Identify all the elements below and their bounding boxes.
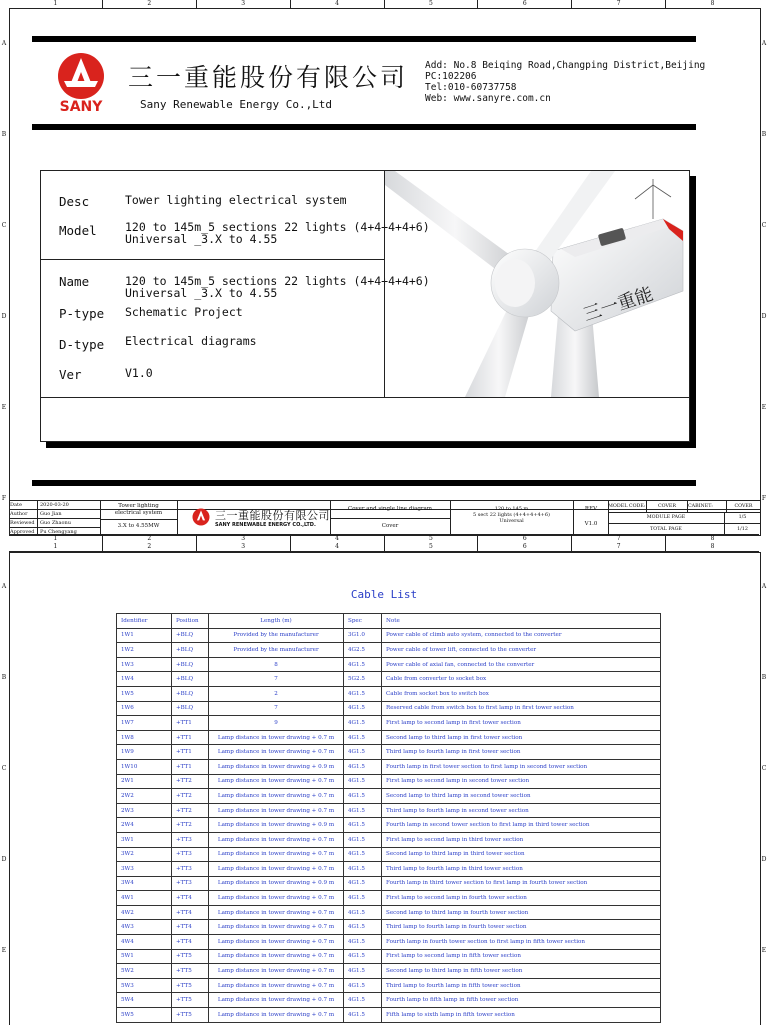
revision-value: V1.0 — [584, 521, 598, 527]
table-cell: Lamp distance in tower drawing + 0.7 m — [209, 949, 344, 964]
table-cell: 4G1.5 — [344, 701, 382, 716]
sheet-subtitle: Cover — [381, 523, 399, 529]
table-cell: 8 — [209, 657, 344, 672]
table-cell: Lamp distance in tower drawing + 0.7 m — [209, 891, 344, 906]
ruler-number: 6 — [477, 0, 571, 8]
description-line2: 5 sect 22 lights (4+4+4+4+6) — [473, 512, 550, 518]
company-name-cn: 三一重能股份有限公司 — [128, 63, 409, 92]
ruler-letter: B — [761, 131, 767, 138]
table-cell: Provided by the manufacturer — [209, 628, 344, 643]
table-cell: Fourth lamp in fourth tower section to first lamp in fifth tower section — [382, 935, 661, 950]
table-cell: +TT1 — [172, 730, 209, 745]
date-row: Date 2020-03-20 — [10, 501, 100, 510]
module-page-value: 1/5 — [738, 515, 747, 520]
table-row — [117, 993, 661, 1008]
page-info — [608, 501, 760, 535]
table-row — [117, 716, 661, 731]
table-cell: +BLQ — [172, 628, 209, 643]
table-cell: +TT1 — [172, 759, 209, 774]
description-line1: 120 to 145 m — [494, 506, 529, 512]
table-cell: Lamp distance in tower drawing + 0.7 m — [209, 789, 344, 804]
table-cell: Lamp distance in tower drawing + 0.7 m — [209, 862, 344, 877]
ruler-number: 1 — [53, 0, 58, 7]
ruler-number: 6 — [477, 535, 571, 543]
ruler-number: 5 — [384, 543, 478, 551]
table-row — [117, 628, 661, 643]
table-cell: 4G1.5 — [344, 876, 382, 891]
table-cell: 4W4 — [117, 935, 172, 950]
table-cell: First lamp to second lamp in third tower section — [382, 832, 661, 847]
table-row — [117, 832, 661, 847]
table-cell: 1W9 — [117, 745, 172, 760]
table-cell: +BLQ — [172, 657, 209, 672]
table-cell: 4G1.5 — [344, 789, 382, 804]
ruler-number: 3 — [196, 535, 290, 543]
table-cell: 4G1.5 — [344, 891, 382, 906]
table-cell: +TT2 — [172, 774, 209, 789]
revision-label: REV — [584, 506, 598, 512]
table-cell: +TT3 — [172, 832, 209, 847]
table-cell: 4G1.5 — [344, 686, 382, 701]
table-cell: 4G1.5 — [344, 716, 382, 731]
table-cell: 1W6 — [117, 701, 172, 716]
table-cell: 4G1.5 — [344, 759, 382, 774]
table-cell: 4G1.5 — [344, 847, 382, 862]
ruler-letter: E — [1, 404, 7, 411]
table-cell: +TT5 — [172, 978, 209, 993]
col-identifier: Identifier — [117, 614, 172, 629]
table-cell: Power cable of climb auto system, connected to the converter — [382, 628, 661, 643]
table-cell: 1W5 — [117, 686, 172, 701]
column-ruler-bottom — [9, 534, 759, 543]
table-cell: First lamp to second lamp in second tower section — [382, 774, 661, 789]
postcode-line: PC:102206 — [425, 71, 477, 82]
ruler-letter: E — [1, 947, 7, 954]
model-value-line1: 120 to 145m_5 sections 22 lights (4+4+4+4+6) — [125, 220, 430, 234]
project-name-line2: electrical system — [114, 510, 163, 516]
ruler-number: 2 — [102, 0, 196, 8]
table-cell: 5W2 — [117, 964, 172, 979]
model-code-label: MODEL CODE: — [608, 501, 647, 512]
table-row — [117, 935, 661, 950]
ruler-number: 2 — [102, 535, 196, 543]
table-cell: 4G2.5 — [344, 643, 382, 658]
sheet-title: Cover and single line diagram — [330, 501, 450, 519]
table-cell: Second lamp to third lamp in third tower section — [382, 847, 661, 862]
table-cell: 5W3 — [117, 978, 172, 993]
title-block-logo — [177, 501, 331, 535]
ruler-letter: E — [761, 404, 767, 411]
table-row — [117, 847, 661, 862]
ruler-number: 3 — [196, 543, 290, 551]
table-cell: 4G1.5 — [344, 774, 382, 789]
name-label: Name — [59, 274, 90, 289]
table-cell: 4G1.5 — [344, 657, 382, 672]
table-cell: 5G2.5 — [344, 672, 382, 687]
table-cell: First lamp to second lamp in fifth tower section — [382, 949, 661, 964]
wind-turbine-icon — [385, 171, 689, 397]
ruler-number: 4 — [290, 543, 384, 551]
project-power-range: 3.X to 4.55MW — [100, 519, 177, 530]
ruler-number: 5 — [384, 535, 478, 543]
ruler-letter: A — [761, 40, 767, 47]
col-length: Length (m) — [209, 614, 344, 629]
table-cell: Fifth lamp to sixth lamp in fifth tower section — [382, 1008, 661, 1023]
total-page-label: TOTAL PAGE — [608, 524, 725, 535]
table-cell: Third lamp to fourth lamp in third tower section — [382, 862, 661, 877]
table-cell: 3W1 — [117, 832, 172, 847]
table-cell: +TT2 — [172, 818, 209, 833]
table-cell: 7 — [209, 701, 344, 716]
table-cell: 1W2 — [117, 643, 172, 658]
ruler-letter: F — [761, 495, 767, 502]
table-row — [117, 672, 661, 687]
table-cell: 3W4 — [117, 876, 172, 891]
table-cell: Power cable of tower lift, connected to the converter — [382, 643, 661, 658]
table-cell: +TT1 — [172, 745, 209, 760]
table-cell: 3G1.0 — [344, 628, 382, 643]
table-cell: Lamp distance in tower drawing + 0.7 m — [209, 935, 344, 950]
table-cell: Fourth lamp to fifth lamp in fifth tower section — [382, 993, 661, 1008]
approved-row: Approved Pu Chengyang — [10, 529, 77, 535]
table-row — [117, 686, 661, 701]
version-label: Ver — [59, 367, 82, 382]
ruler-letter: A — [1, 40, 7, 47]
title-block — [9, 500, 761, 536]
table-cell: 4W2 — [117, 905, 172, 920]
table-cell: Lamp distance in tower drawing + 0.9 m — [209, 876, 344, 891]
table-cell: Lamp distance in tower drawing + 0.7 m — [209, 978, 344, 993]
table-cell: +BLQ — [172, 672, 209, 687]
table-row — [117, 774, 661, 789]
table-cell: Lamp distance in tower drawing + 0.9 m — [209, 759, 344, 774]
table-cell: Lamp distance in tower drawing + 0.7 m — [209, 905, 344, 920]
ruler-number: 1 — [53, 535, 58, 542]
card-divider — [41, 259, 384, 260]
total-page-value: 1/12 — [737, 527, 748, 532]
table-cell: 4G1.5 — [344, 803, 382, 818]
table-cell: 2 — [209, 686, 344, 701]
table-row — [117, 657, 661, 672]
ruler-letter: C — [1, 222, 7, 229]
table-cell: 4G1.5 — [344, 1008, 382, 1023]
ruler-number: 6 — [477, 543, 571, 551]
ruler-letter: B — [1, 131, 7, 138]
table-cell: +TT3 — [172, 847, 209, 862]
cabinet-label: CABINET: — [688, 501, 727, 512]
table-cell: 1W10 — [117, 759, 172, 774]
cable-list-title: Cable List — [350, 588, 418, 601]
table-row — [117, 949, 661, 964]
table-cell: +TT4 — [172, 920, 209, 935]
table-cell: 3W2 — [117, 847, 172, 862]
ruler-letter: A — [1, 583, 7, 590]
ruler-letter: B — [1, 674, 7, 681]
table-cell: Third lamp to fourth lamp in second tower section — [382, 803, 661, 818]
nacelle-lettering: 三一重能 — [580, 283, 656, 326]
col-position: Position — [172, 614, 209, 629]
ruler-letter: A — [761, 583, 767, 590]
table-cell: +BLQ — [172, 686, 209, 701]
card-bottom-divider — [41, 397, 689, 398]
address-line: Add: No.8 Beiqing Road,Changping District,Beijing — [425, 60, 706, 71]
table-cell: +BLQ — [172, 643, 209, 658]
project-name-cell — [100, 501, 178, 535]
ruler-number: 7 — [571, 543, 665, 551]
table-cell: 9 — [209, 716, 344, 731]
table-cell: Lamp distance in tower drawing + 0.9 m — [209, 818, 344, 833]
table-cell: Second lamp to third lamp in second tower section — [382, 789, 661, 804]
table-cell: 4G1.5 — [344, 935, 382, 950]
table-cell: Lamp distance in tower drawing + 0.7 m — [209, 730, 344, 745]
table-cell: +TT3 — [172, 876, 209, 891]
ptype-label: P-type — [59, 306, 105, 321]
table-cell: +TT3 — [172, 862, 209, 877]
table-row — [117, 701, 661, 716]
table-cell: +TT4 — [172, 935, 209, 950]
table-cell: 7 — [209, 672, 344, 687]
table-cell: +TT2 — [172, 803, 209, 818]
ruler-number: 2 — [102, 543, 196, 551]
model-value-line2: Universal _3.X to 4.55 — [125, 232, 278, 246]
table-row — [117, 876, 661, 891]
table-row — [117, 905, 661, 920]
table-row — [117, 759, 661, 774]
table-row — [117, 643, 661, 658]
name-value-line1: 120 to 145m_5 sections 22 lights (4+4+4+4+6) — [125, 274, 430, 288]
web-line: Web: www.sanyre.com.cn — [425, 93, 551, 104]
table-cell: Lamp distance in tower drawing + 0.7 m — [209, 964, 344, 979]
table-cell: Lamp distance in tower drawing + 0.7 m — [209, 803, 344, 818]
table-cell: Power cable of axial fan, connected to the converter — [382, 657, 661, 672]
ruler-letter: C — [761, 765, 767, 772]
ruler-letter: D — [761, 856, 767, 863]
table-cell: Cable from converter to socket box — [382, 672, 661, 687]
table-cell: 3W3 — [117, 862, 172, 877]
table-cell: Second lamp to third lamp in fourth tower section — [382, 905, 661, 920]
table-cell: 1W1 — [117, 628, 172, 643]
ruler-letter: E — [761, 947, 767, 954]
table-cell: 4G1.5 — [344, 730, 382, 745]
ruler-number: 8 — [665, 535, 759, 543]
table-cell: 4G1.5 — [344, 964, 382, 979]
table-cell: 4G1.5 — [344, 949, 382, 964]
sany-logo-icon — [54, 51, 108, 101]
table-cell: Lamp distance in tower drawing + 0.7 m — [209, 1008, 344, 1023]
ruler-number: 3 — [196, 0, 290, 8]
logo-wordmark: SANY — [59, 99, 103, 115]
column-ruler-top-2 — [9, 543, 759, 552]
table-cell: Third lamp to fourth lamp in fifth tower section — [382, 978, 661, 993]
cable-list-table — [116, 613, 661, 1023]
table-header-row — [117, 614, 661, 629]
table-cell: 1W7 — [117, 716, 172, 731]
table-cell: Reserved cable from switch box to first lamp in first tower section — [382, 701, 661, 716]
ruler-letter: C — [1, 765, 7, 772]
reviewed-row: Reviewed Guo Zhaonu — [10, 519, 100, 528]
table-row — [117, 789, 661, 804]
revision-cell — [574, 501, 609, 535]
table-cell: 4G1.5 — [344, 862, 382, 877]
ruler-letter: D — [761, 313, 767, 320]
phone-line: Tel:010-60737758 — [425, 82, 517, 93]
table-cell: 4G1.5 — [344, 905, 382, 920]
table-cell: 2W2 — [117, 789, 172, 804]
table-row — [117, 891, 661, 906]
table-cell: 5W4 — [117, 993, 172, 1008]
version-value: V1.0 — [125, 366, 153, 380]
dtype-label: D-type — [59, 337, 105, 352]
table-cell: +TT5 — [172, 949, 209, 964]
table-cell: 4G1.5 — [344, 978, 382, 993]
table-cell: Third lamp to fourth lamp in first tower section — [382, 745, 661, 760]
project-name-line1: Tower lighting — [118, 503, 159, 509]
table-cell: Provided by the manufacturer — [209, 643, 344, 658]
small-sany-logo-icon — [191, 507, 211, 527]
table-cell: 2W3 — [117, 803, 172, 818]
ptype-value: Schematic Project — [125, 305, 243, 319]
header-top-rule — [32, 36, 696, 42]
footer-rule — [32, 480, 696, 486]
wind-turbine-illustration — [385, 171, 689, 397]
table-cell: 2W1 — [117, 774, 172, 789]
table-cell: Fourth lamp in second tower section to first lamp in third tower section — [382, 818, 661, 833]
table-cell: Lamp distance in tower drawing + 0.7 m — [209, 920, 344, 935]
ruler-letter: F — [1, 495, 7, 502]
sany-logo — [54, 51, 108, 117]
table-row — [117, 1008, 661, 1023]
table-row — [117, 730, 661, 745]
table-cell: 5W1 — [117, 949, 172, 964]
table-cell: +BLQ — [172, 701, 209, 716]
table-cell: +TT5 — [172, 964, 209, 979]
table-cell: Fourth lamp in third tower section to first lamp in fourth tower section — [382, 876, 661, 891]
table-row — [117, 862, 661, 877]
sheet-title-cell — [330, 501, 451, 535]
ruler-number: 4 — [290, 0, 384, 8]
table-row — [117, 978, 661, 993]
table-cell: Third lamp to fourth lamp in fourth tower section — [382, 920, 661, 935]
ruler-number: 1 — [53, 543, 58, 550]
table-cell: Lamp distance in tower drawing + 0.7 m — [209, 993, 344, 1008]
header-bottom-rule — [32, 124, 696, 130]
desc-label: Desc — [59, 194, 90, 209]
col-note: Note — [382, 614, 661, 629]
table-cell: 2W4 — [117, 818, 172, 833]
table-cell: 4G1.5 — [344, 818, 382, 833]
table-cell: Lamp distance in tower drawing + 0.7 m — [209, 774, 344, 789]
ruler-letter: D — [1, 856, 7, 863]
table-cell: Lamp distance in tower drawing + 0.7 m — [209, 745, 344, 760]
table-cell: 4G1.5 — [344, 920, 382, 935]
table-cell: 4W1 — [117, 891, 172, 906]
title-block-company-cn: 三一重能股份有限公司 — [215, 509, 330, 522]
dtype-value: Electrical diagrams — [125, 334, 257, 348]
table-cell: 5W5 — [117, 1008, 172, 1023]
model-label: Model — [59, 223, 97, 238]
table-cell: 1W3 — [117, 657, 172, 672]
table-cell: Cable from socket box to switch box — [382, 686, 661, 701]
name-value-line2: Universal _3.X to 4.55 — [125, 286, 278, 300]
desc-value: Tower lighting electrical system — [125, 193, 347, 207]
ruler-number: 8 — [665, 543, 759, 551]
table-cell: 1W8 — [117, 730, 172, 745]
contact-info — [425, 60, 705, 104]
table-cell: +TT5 — [172, 993, 209, 1008]
ruler-letter: C — [761, 222, 767, 229]
ruler-number: 8 — [665, 0, 759, 8]
table-cell: Second lamp to third lamp in fifth tower section — [382, 964, 661, 979]
table-cell: +TT1 — [172, 716, 209, 731]
table-cell: Second lamp to third lamp in first tower section — [382, 730, 661, 745]
ruler-number: 7 — [571, 535, 665, 543]
description-line3: Universal — [499, 518, 524, 524]
table-cell: +TT5 — [172, 1008, 209, 1023]
model-code-value: COVER — [647, 501, 688, 512]
table-cell: +TT2 — [172, 789, 209, 804]
cabinet-value: COVER — [734, 504, 753, 509]
module-page-label: MODULE PAGE — [608, 513, 725, 523]
table-row — [117, 803, 661, 818]
table-cell: First lamp to second lamp in first tower section — [382, 716, 661, 731]
table-row — [117, 745, 661, 760]
sheet-description — [450, 501, 574, 535]
col-spec: Spec — [344, 614, 382, 629]
table-row — [117, 818, 661, 833]
ruler-number: 7 — [571, 0, 665, 8]
project-info-card — [40, 170, 690, 442]
table-cell: 4G1.5 — [344, 993, 382, 1008]
ruler-number: 4 — [290, 535, 384, 543]
table-cell: Fourth lamp in first tower section to first lamp in second tower section — [382, 759, 661, 774]
ruler-number: 5 — [384, 0, 478, 8]
title-block-company-en: SANY RENEWABLE ENERGY CO.,LTD. — [215, 522, 316, 528]
table-cell: 4G1.5 — [344, 745, 382, 760]
author-row: Author Guo Jian — [10, 510, 100, 519]
table-cell: 4G1.5 — [344, 832, 382, 847]
table-cell: 4W3 — [117, 920, 172, 935]
table-cell: +TT4 — [172, 905, 209, 920]
table-cell: +TT4 — [172, 891, 209, 906]
table-cell: Lamp distance in tower drawing + 0.7 m — [209, 847, 344, 862]
table-cell: Lamp distance in tower drawing + 0.7 m — [209, 832, 344, 847]
table-row — [117, 920, 661, 935]
ruler-letter: B — [761, 674, 767, 681]
approval-table — [10, 501, 101, 535]
ruler-letter: D — [1, 313, 7, 320]
company-name-en: Sany Renewable Energy Co.,Ltd — [140, 98, 333, 111]
table-cell: 1W4 — [117, 672, 172, 687]
table-row — [117, 964, 661, 979]
table-cell: First lamp to second lamp in fourth tower section — [382, 891, 661, 906]
